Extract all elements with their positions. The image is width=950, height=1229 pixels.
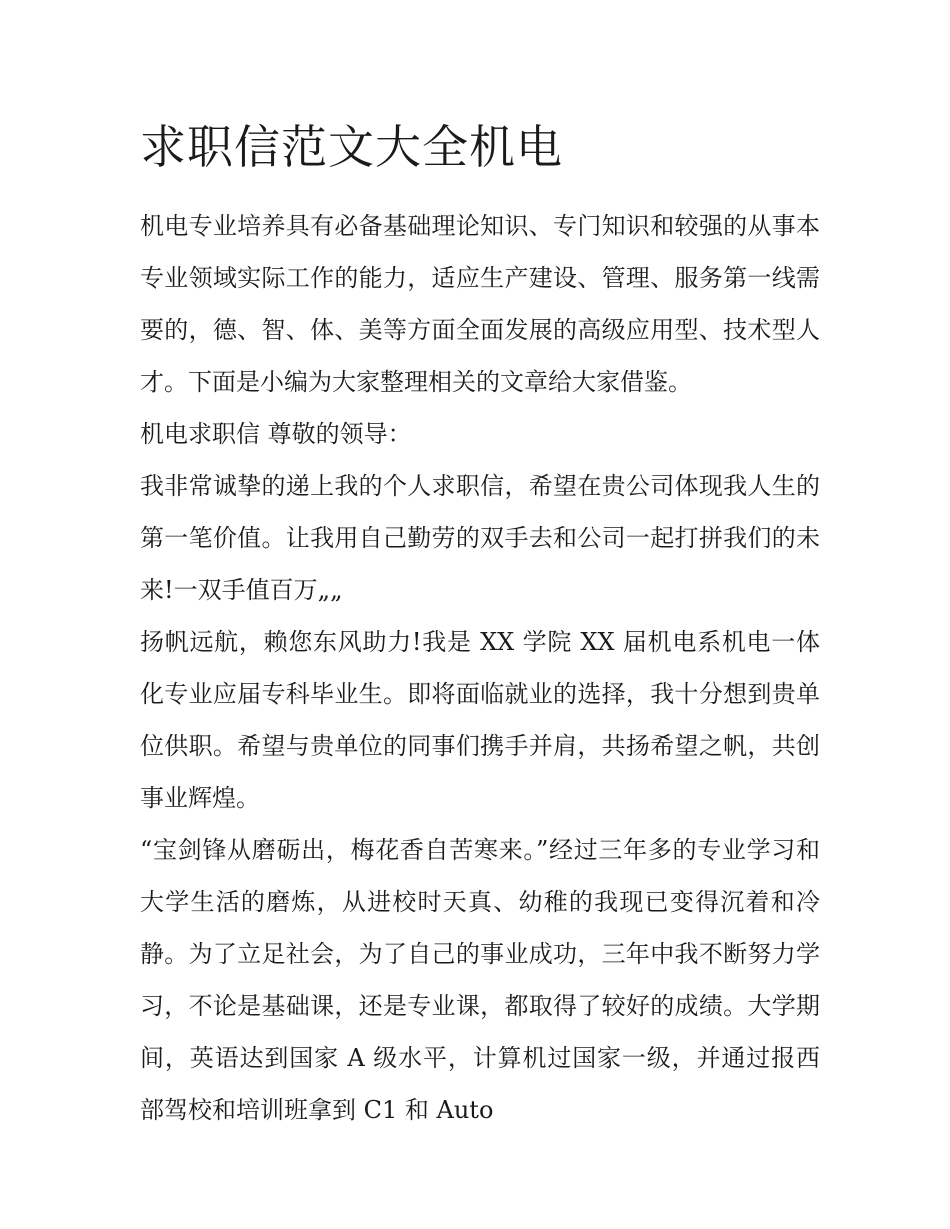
intro-paragraph: 机电专业培养具有必备基础理论知识、专门知识和较强的从事本专业领域实际工作的能力，适应生产建设、管理、服务第一线需要的，德、智、体、美等方面全面发展的高级应用型、技术型人才。下面是小编为大家整理相关的文章给大家借鉴。 [140,212,820,396]
salutation-paragraph: 机电求职信 尊敬的领导： [140,420,412,448]
document-title: 求职信范文大全机电 [140,120,563,174]
body-paragraph-3: “宝剑锋从磨砺出，梅花香自苦寒来。”经过三年多的专业学习和大学生活的磨炼，从进校时天真、幼稚的我现已变得沉着和冷静。为了立足社会，为了自己的事业成功，三年中我不断努力学习，不论是基础课，还是专业课，都取得了较好的成绩。大学期间，英语达到国家 A 级水平，计算机过国家一级，并通过报西部驾校和培训班拿到 C1 和 Auto [140,836,820,1124]
body-paragraph-2: 扬帆远航，赖您东风助力!我是 XX 学院 XX 届机电系机电一体化专业应届专科毕业生。即将面临就业的选择，我十分想到贵单位供职。希望与贵单位的同事们携手并肩，共扬希望之帆，共创事业辉煌。 [140,628,820,812]
body-paragraph-1: 我非常诚挚的递上我的个人求职信，希望在贵公司体现我人生的第一笔价值。让我用自己勤劳的双手去和公司一起打拼我们的未来!一双手值百万„„ [140,472,820,604]
document-page [140,112,820,1136]
